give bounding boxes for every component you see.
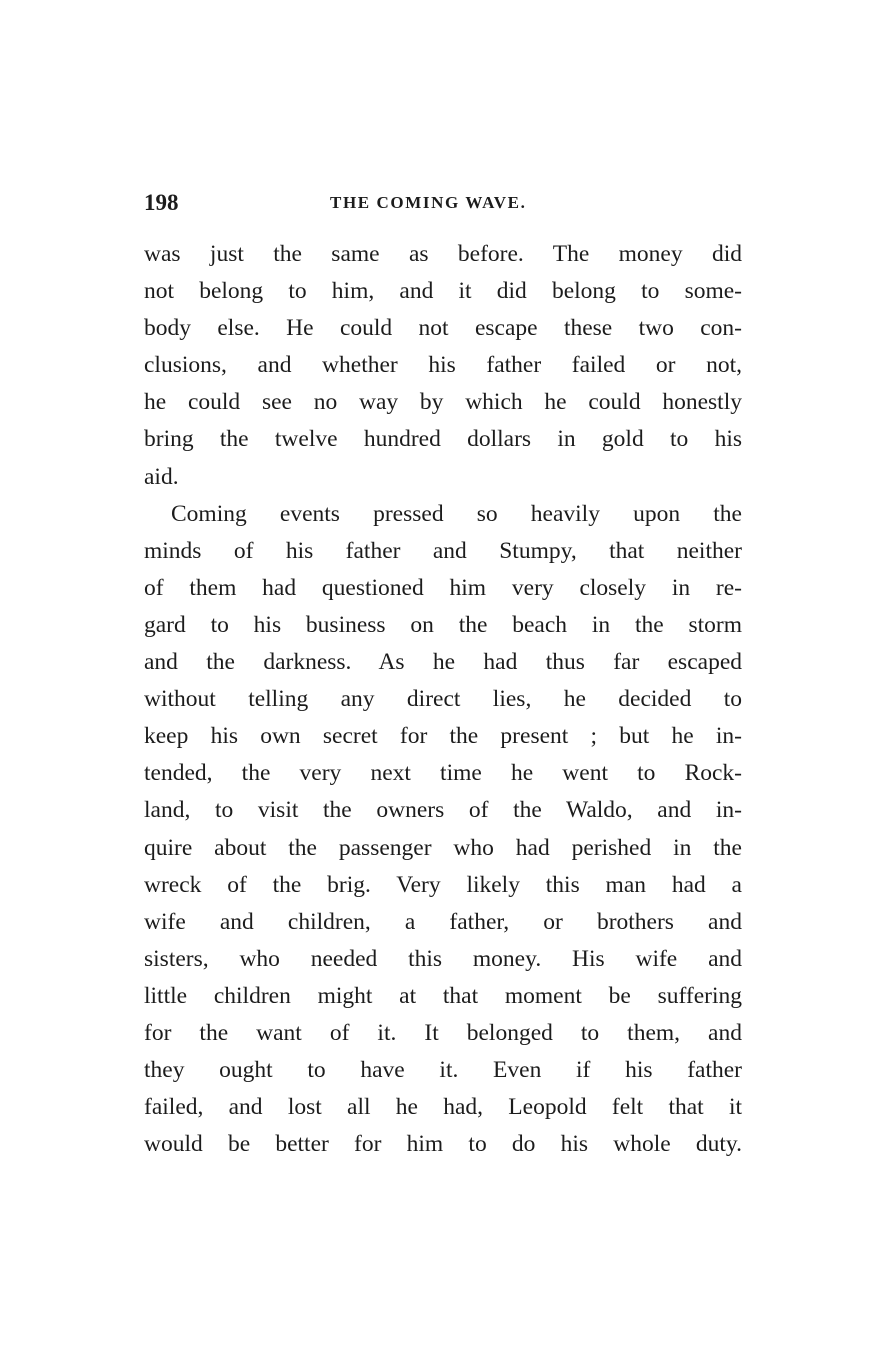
- text-line: body else. He could not escape these two con-: [144, 315, 742, 342]
- text-line: they ought to have it. Even if his father: [144, 1057, 742, 1084]
- text-line: for the want of it. It belonged to them, and: [144, 1019, 742, 1046]
- text-line: not belong to him, and it did belong to some-: [144, 278, 742, 305]
- text-line: gard to his business on the beach in the storm: [144, 611, 742, 638]
- text-line: was just the same as before. The money did: [144, 241, 742, 267]
- text-line: little children might at that moment be suffering: [144, 982, 742, 1009]
- text-line: aid.: [144, 463, 179, 490]
- running-head: [144, 186, 744, 220]
- text-line: tended, the very next time he went to Rock-: [144, 760, 742, 787]
- running-title: THE COMING WAVE.: [330, 193, 527, 212]
- text-line: he could see no way by which he could honestly: [144, 389, 742, 416]
- text-line: would be better for him to do his whole duty.: [144, 1131, 742, 1158]
- text-line: bring the twelve hundred dollars in gold to his: [144, 426, 742, 453]
- body-text: [144, 236, 742, 1163]
- text-line: wife and children, a father, or brothers and: [144, 908, 742, 935]
- text-line: of them had questioned him very closely in re-: [144, 574, 742, 601]
- text-line: wreck of the brig. Very likely this man had a: [144, 871, 742, 898]
- text-line: Coming events pressed so heavily upon the: [171, 500, 742, 527]
- text-line: sisters, who needed this money. His wife and: [144, 945, 742, 972]
- paragraph-1: [144, 236, 742, 496]
- text-line: and the darkness. As he had thus far escaped: [144, 649, 742, 676]
- paragraph-2: [144, 496, 742, 1164]
- text-line: without telling any direct lies, he decided to: [144, 686, 742, 713]
- text-line: quire about the passenger who had perished in the: [144, 834, 742, 861]
- page-number: 198: [144, 190, 179, 215]
- text-line: land, to visit the owners of the Waldo, and in-: [144, 797, 742, 824]
- text-line: keep his own secret for the present ; but he in-: [144, 723, 742, 750]
- text-line: minds of his father and Stumpy, that neither: [144, 537, 742, 564]
- text-line: failed, and lost all he had, Leopold felt that it: [144, 1094, 742, 1121]
- text-line: clusions, and whether his father failed or not,: [144, 352, 742, 379]
